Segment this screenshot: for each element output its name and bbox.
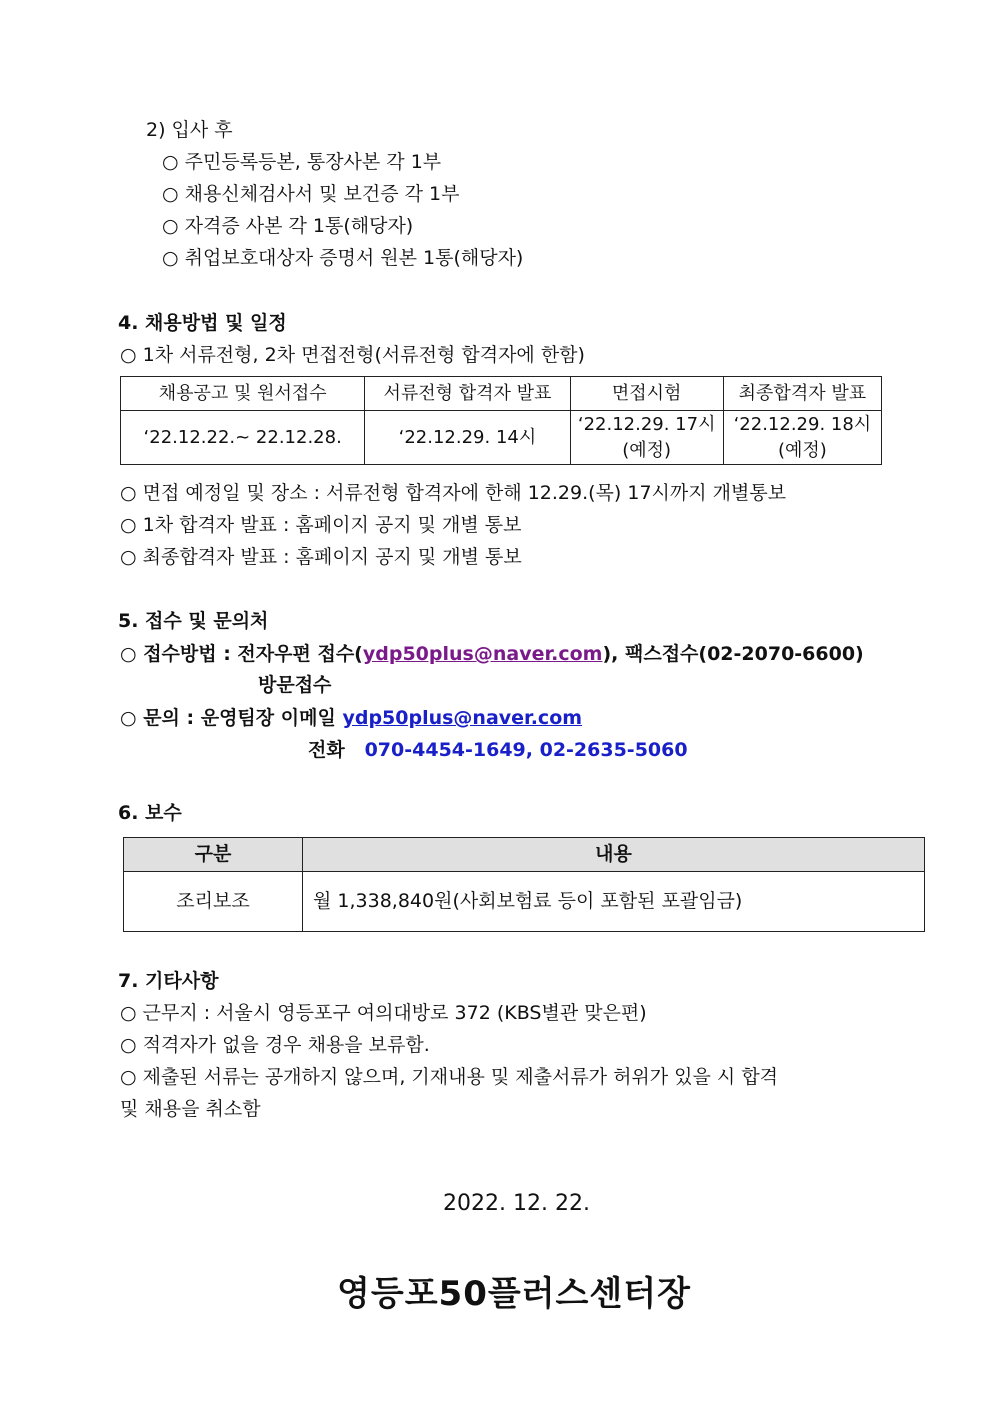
- schedule-header: 채용공고 및 원서접수: [121, 377, 365, 411]
- section-4-intro: ○ 1차 서류전형, 2차 면접전형(서류전형 합격자에 한함): [120, 344, 585, 366]
- inquiry-email-line: ○ 문의 : 운영팀장 이메일 ydp50plus@naver.com: [120, 707, 583, 729]
- section-4-note: ○ 최종합격자 발표 : 홈페이지 공지 및 개별 통보: [120, 546, 522, 568]
- inquiry-phone-line: 전화 070-4454-1649, 02-2635-5060: [308, 739, 688, 761]
- after-hire-item: ○ 자격증 사본 각 1통(해당자): [162, 215, 414, 237]
- submission-method-visit: 방문접수: [258, 674, 332, 696]
- schedule-cell: ‘22.12.29. 18시 (예정): [723, 411, 881, 465]
- schedule-header: 면접시험: [570, 377, 723, 411]
- phone-numbers: 070-4454-1649, 02-2635-5060: [364, 739, 688, 761]
- submission-method: ○ 접수방법 : 전자우편 접수(ydp50plus@naver.com), 팩스접수(02-2070-6600): [120, 643, 864, 665]
- schedule-header: 서류전형 합격자 발표: [365, 377, 570, 411]
- schedule-cell: ‘22.12.22.~ 22.12.28.: [121, 411, 365, 465]
- submission-email-link[interactable]: ydp50plus@naver.com: [362, 643, 603, 665]
- section-4-note: ○ 1차 합격자 발표 : 홈페이지 공지 및 개별 통보: [120, 514, 522, 536]
- section-7-item: ○ 제출된 서류는 공개하지 않으며, 기재내용 및 제출서류가 허위가 있을 시 합격: [120, 1066, 779, 1088]
- inquiry-email-link[interactable]: ydp50plus@naver.com: [342, 707, 583, 729]
- section-6-title: 6. 보수: [118, 802, 182, 824]
- section-7-item: ○ 근무지 : 서울시 영등포구 여의대방로 372 (KBS별관 맞은편): [120, 1002, 647, 1024]
- schedule-table: [120, 376, 882, 465]
- schedule-cell: ‘22.12.29. 17시 (예정): [570, 411, 723, 465]
- pay-table: [123, 837, 925, 932]
- schedule-header: 최종합격자 발표: [723, 377, 881, 411]
- pay-category: 조리보조: [124, 872, 303, 932]
- section-4-note: ○ 면접 예정일 및 장소 : 서류전형 합격자에 한해 12.29.(목) 17시까지 개별통보: [120, 482, 787, 504]
- section-7-item: 및 채용을 취소함: [120, 1098, 261, 1120]
- section-7-item: ○ 적격자가 없을 경우 채용을 보류함.: [120, 1034, 430, 1056]
- schedule-cell: ‘22.12.29. 14시: [365, 411, 570, 465]
- after-hire-item: ○ 취업보호대상자 증명서 원본 1통(해당자): [162, 247, 524, 269]
- pay-header: 내용: [303, 838, 925, 872]
- document-date: 2022. 12. 22.: [443, 1191, 590, 1216]
- signature: 영등포50플러스센터장: [337, 1274, 691, 1314]
- section-4-title: 4. 채용방법 및 일정: [118, 312, 287, 334]
- after-hire-item: ○ 채용신체검사서 및 보건증 각 1부: [162, 183, 460, 205]
- pay-header: 구분: [124, 838, 303, 872]
- pay-content: 월 1,338,840원(사회보험료 등이 포함된 포괄임금): [303, 872, 925, 932]
- section-5-title: 5. 접수 및 문의처: [118, 610, 269, 632]
- after-hire-item: ○ 주민등록등본, 통장사본 각 1부: [162, 151, 442, 173]
- after-hire-heading: 2) 입사 후: [146, 119, 233, 141]
- section-7-title: 7. 기타사항: [118, 970, 219, 992]
